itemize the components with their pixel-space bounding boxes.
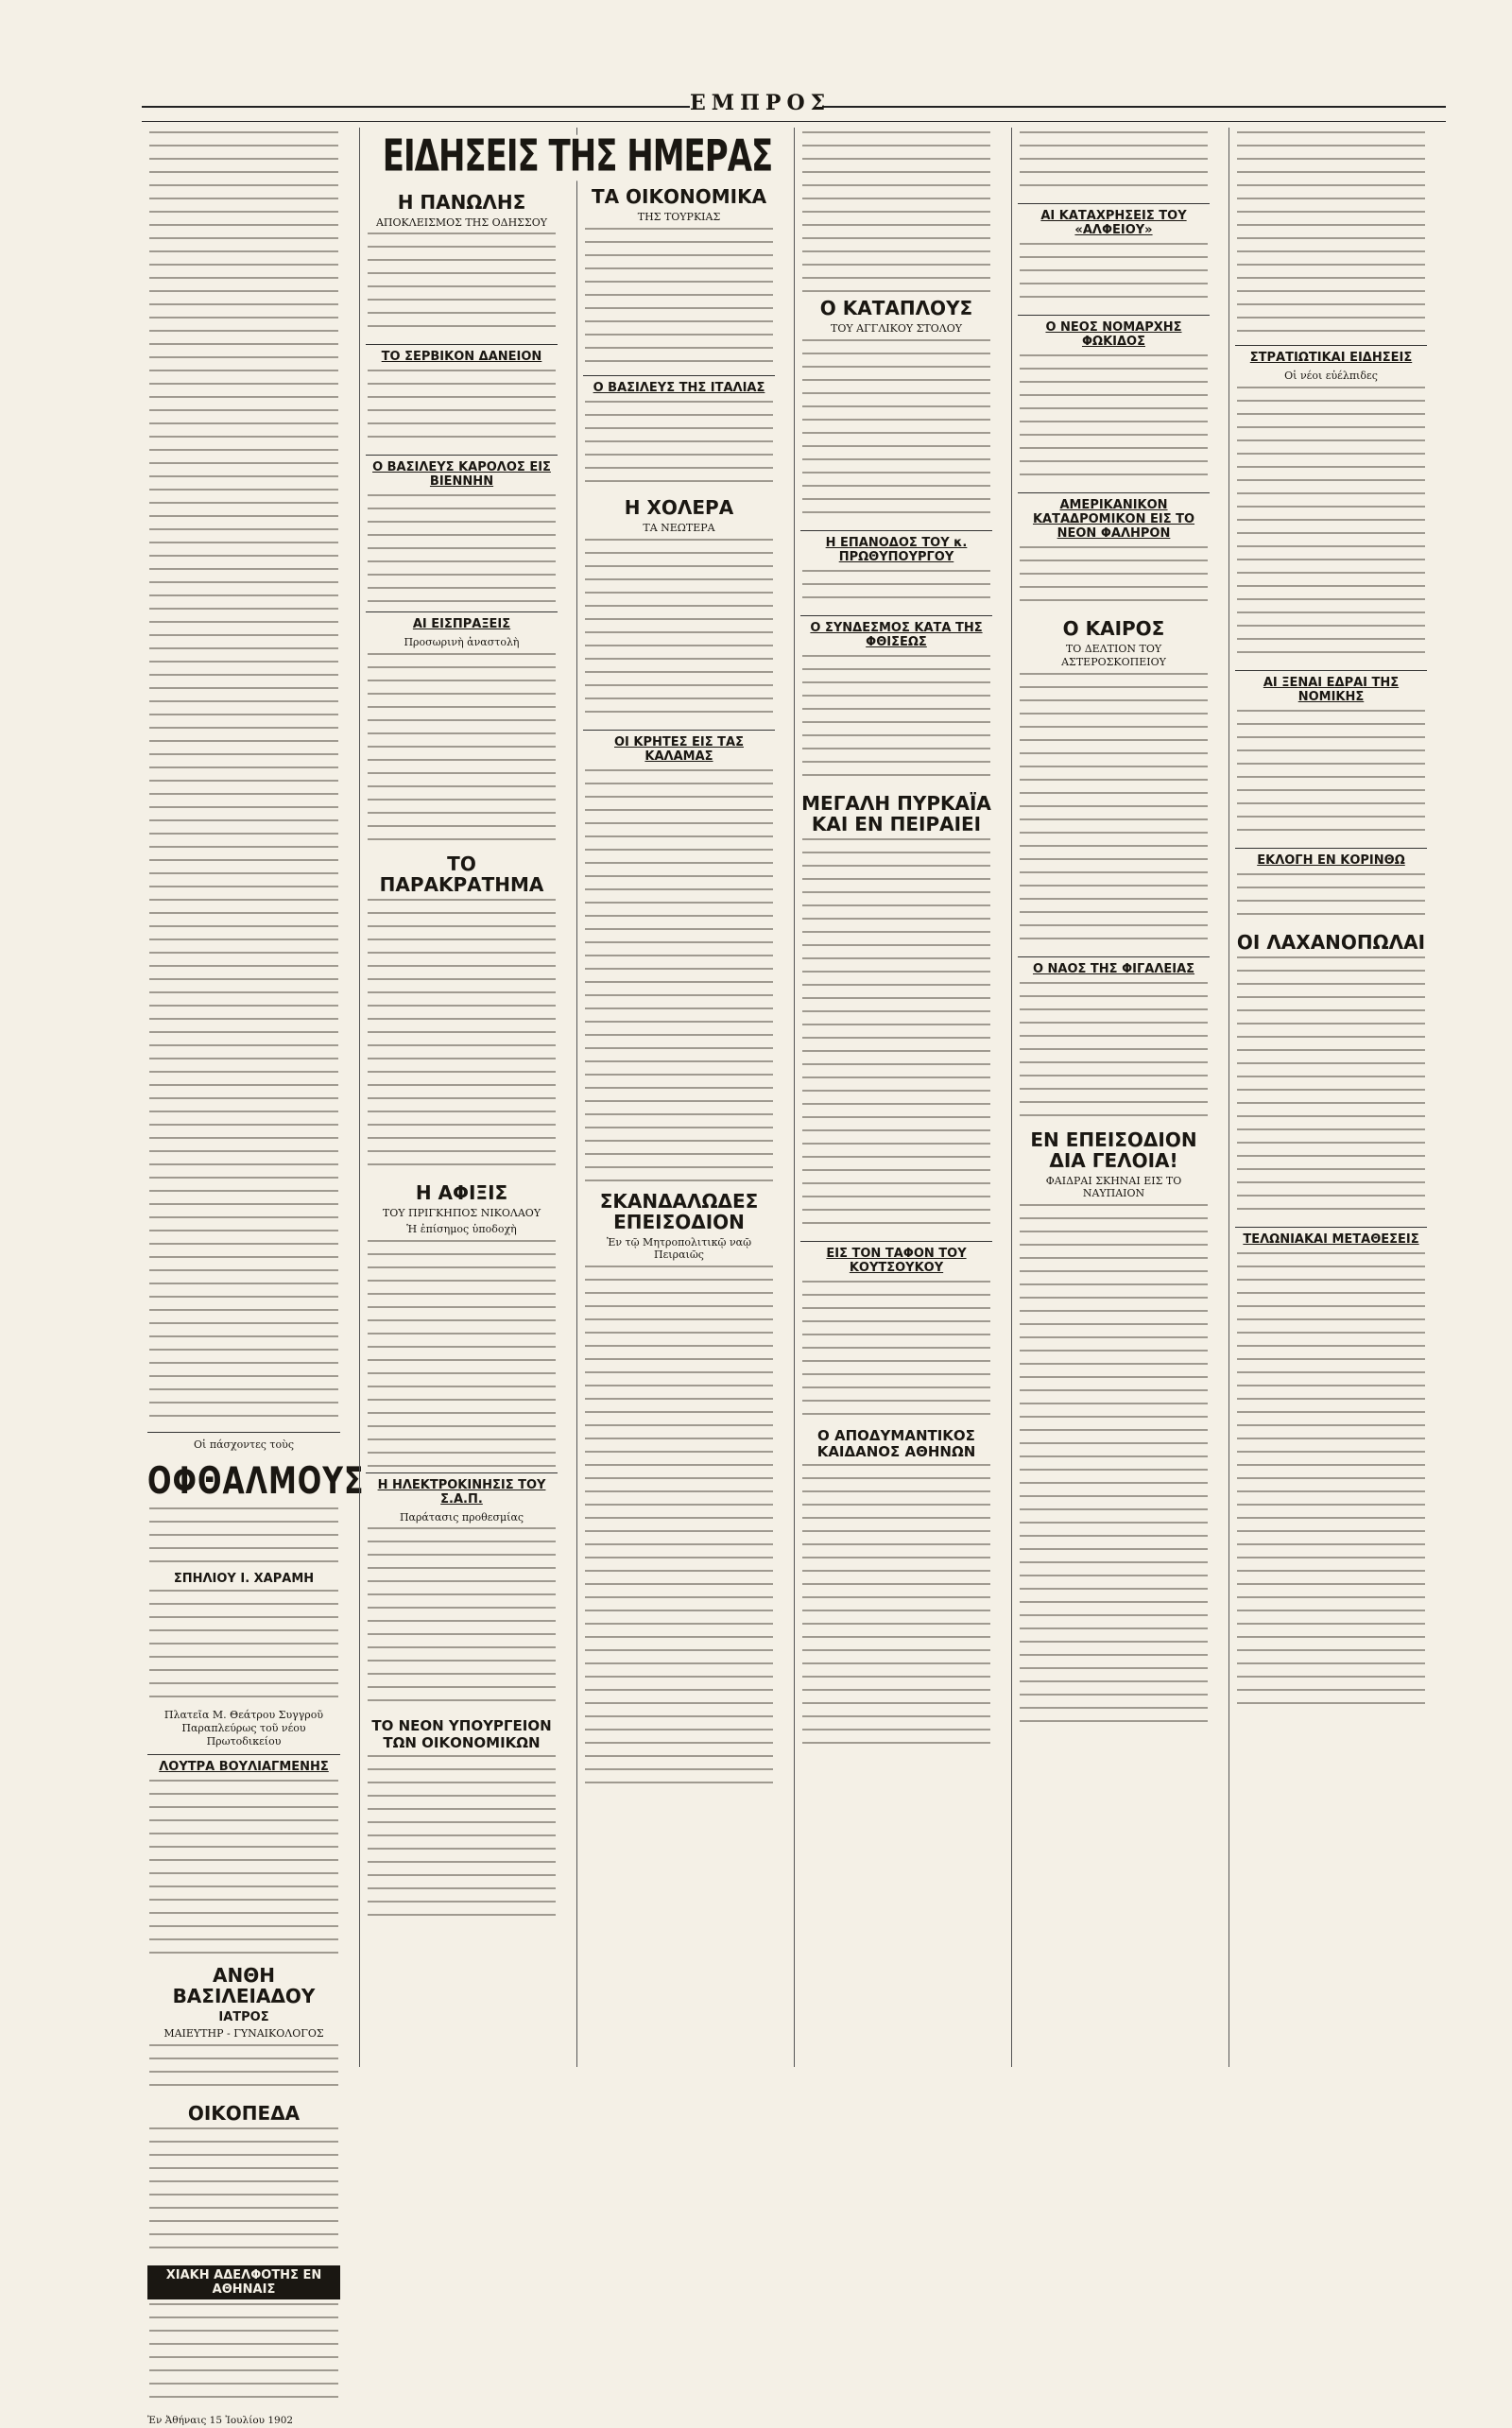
article-headline: ΟΙ ΚΡΗΤΕΣ ΕΙΣ ΤΑΣ ΚΑΛΑΜΑΣ xyxy=(583,730,775,766)
article-headline: ΕΚΛΟΓΗ ΕΝ ΚΟΡΙΝΘΩ xyxy=(1235,848,1427,870)
article-body-placeholder xyxy=(149,2127,338,2260)
article-body-placeholder xyxy=(368,653,556,848)
article-body-placeholder xyxy=(1020,673,1208,951)
article-body-placeholder xyxy=(368,1240,556,1467)
article-headline: Η ΗΛΕΚΤΡΟΚΙΝΗΣΙΣ ΤΟΥ Σ.Α.Π. xyxy=(366,1472,558,1508)
column-6 xyxy=(1228,128,1433,2067)
article-headline: ΧΙΑΚΗ ΑΔΕΛΦΟΤΗΣ ΕΝ ΑΘΗΝΑΙΣ xyxy=(147,2265,340,2299)
column-5 xyxy=(1011,128,1215,2067)
article-body-placeholder xyxy=(802,570,990,610)
article-body-placeholder xyxy=(368,494,556,606)
article-subheading: Οἱ νέοι εὐέλπιδες xyxy=(1284,370,1378,382)
article-headline: ΑΙ ΕΙΣΠΡΑΞΕΙΣ xyxy=(366,611,558,633)
article-body-placeholder xyxy=(1237,1252,1425,1715)
article-headline: Ο ΒΑΣΙΛΕΥΣ ΤΗΣ ΙΤΑΛΙΑΣ xyxy=(583,375,775,397)
article-headline: ΤΑ ΟΙΚΟΝΟΜΙΚΑ xyxy=(591,185,767,208)
article-subheading: Ἐν τῷ Μητροπολιτικῷ ναῷ Πειραιῶς xyxy=(606,1235,752,1262)
article-headline: Η ΑΦΙΞΙΣ xyxy=(415,1181,508,1205)
section-headline: ΕΙΔΗΣΕΙΣ ΤΗΣ ΗΜΕΡΑΣ xyxy=(366,135,789,181)
article-headline: Ο ΒΑΣΙΛΕΥΣ ΚΑΡΟΛΟΣ ΕΙΣ ΒΙΕΝΝΗΝ xyxy=(366,455,558,491)
column-3 xyxy=(576,128,781,2067)
article-subheading: ΑΠΟΚΛΕΙΣΜΟΣ ΤΗΣ ΟΔΗΣΣΟΥ xyxy=(375,215,548,229)
newspaper-columns xyxy=(142,128,1446,2426)
article-body-placeholder xyxy=(1237,873,1425,926)
article-body-placeholder xyxy=(368,899,556,1177)
article-subheading: Ἡ ἐπίσημος ὑποδοχὴ xyxy=(406,1222,517,1235)
article-subheading: ΤΗΣ ΤΟΥΡΚΙΑΣ xyxy=(637,211,721,223)
article-body-placeholder xyxy=(1020,982,1208,1124)
article-body-placeholder xyxy=(802,655,990,787)
masthead xyxy=(0,0,1512,128)
article-body-placeholder xyxy=(149,1507,338,1566)
article-text: Ἐν Ἀθήναις 15 Ἰουλίου 1902 xyxy=(147,2414,294,2426)
advertisement-headline: ΟΦΘΑΛΜΟΥΣ xyxy=(147,1459,365,1503)
article-subheading: ΤΟΥ ΠΡΙΓΚΗΠΟΣ ΝΙΚΟΛΑΟΥ xyxy=(382,1207,541,1220)
article-subheading: Προσωρινὴ ἀναστολὴ xyxy=(404,636,520,649)
article-headline: ΣΠΗΛΙΟΥ Ι. ΧΑΡΑΜΗ xyxy=(173,1571,315,1586)
article-headline: Ο ΑΠΟΔΥΜΑΝΤΙΚΟΣ ΚΑΙΔΑΝΟΣ ΑΘΗΝΩΝ xyxy=(816,1426,976,1460)
article-body-placeholder xyxy=(585,401,773,491)
article-headline: ΕΝ ΕΠΕΙΣΟΔΙΟΝ ΔΙΑ ΓΕΛΟΙΑ! xyxy=(1030,1128,1197,1172)
article-subheading: Οἱ πάσχοντες τοὺς xyxy=(194,1438,294,1451)
article-subheading: Πλατεῖα Μ. Θεάτρου Συγγροῦ Παραπλεύρως τοῦ νέου Πρωτοδικείου xyxy=(163,1709,324,1748)
article-headline: Ο ΚΑΤΑΠΛΟΥΣ xyxy=(819,297,973,319)
article-headline: Ο ΝΑΟΣ ΤΗΣ ΦΙΓΑΛΕΙΑΣ xyxy=(1018,956,1210,978)
article-headline: Η ΠΑΝΩΛΗΣ xyxy=(397,190,526,214)
article-subheading: ΜΑΙΕΥΤΗΡ - ΓΥΝΑΙΚΟΛΟΓΟΣ xyxy=(163,2027,324,2041)
article-body-placeholder xyxy=(149,1780,338,1959)
article-body-placeholder xyxy=(802,131,990,292)
article-body-placeholder xyxy=(149,131,338,1426)
article-headline: ΑΙ ΚΑΤΑΧΡΗΣΕΙΣ ΤΟΥ «ΑΛΦΕΙΟΥ» xyxy=(1018,203,1210,239)
article-subheading: ΦΑΙΔΡΑΙ ΣΚΗΝΑΙ ΕΙΣ ΤΟ ΝΑΥΠΑΙΟΝ xyxy=(1045,1174,1182,1200)
article-subheading: ΤΟΥ ΑΓΓΛΙΚΟΥ ΣΤΟΛΟΥ xyxy=(831,322,962,335)
article-headline: ΣΤΡΑΤΙΩΤΙΚΑΙ ΕΙΔΗΣΕΙΣ xyxy=(1235,345,1427,367)
article-headline: ΑΙ ΞΕΝΑΙ ΕΔΡΑΙ ΤΗΣ ΝΟΜΙΚΗΣ xyxy=(1235,670,1427,706)
article-headline: ΟΙΚΟΠΕΔΑ xyxy=(187,2101,301,2125)
article-headline: ΕΙΣ ΤΟΝ ΤΑΦΟΝ ΤΟΥ ΚΟΥΤΣΟΥΚΟΥ xyxy=(800,1241,992,1277)
article-headline: Ο ΚΑΙΡΟΣ xyxy=(1062,617,1165,640)
article-body-placeholder xyxy=(368,1527,556,1713)
article-headline: ΤΟ ΝΕΟΝ ΥΠΟΥΡΓΕΙΟΝ ΤΩΝ ΟΙΚΟΝΟΜΙΚΩΝ xyxy=(371,1717,552,1751)
article-headline: ΑΝΘΗ ΒΑΣΙΛΕΙΑΔΟΥ xyxy=(172,1963,316,2007)
column-1 xyxy=(142,128,365,2426)
article-headline: Ο ΣΥΝΔΕΣΜΟΣ ΚΑΤΑ ΤΗΣ ΦΘΙΣΕΩΣ xyxy=(800,615,992,651)
article-body-placeholder xyxy=(1020,354,1208,487)
column-4 xyxy=(794,128,998,2067)
article-body-placeholder xyxy=(1237,131,1425,339)
article-body-placeholder xyxy=(1237,710,1425,842)
article-body-placeholder xyxy=(585,769,773,1185)
article-body-placeholder xyxy=(1237,956,1425,1221)
article-headline: ΤΟ ΣΕΡΒΙΚΟΝ ΔΑΝΕΙΟΝ xyxy=(366,344,558,366)
article-headline: Η ΧΟΛΕΡΑ xyxy=(624,495,734,519)
article-body-placeholder xyxy=(368,232,556,338)
article-body-placeholder xyxy=(1237,387,1425,664)
article-body-placeholder xyxy=(585,1266,773,1795)
article-body-placeholder xyxy=(585,228,773,370)
article-headline: ΙΑΤΡΟΣ xyxy=(218,2009,269,2024)
article-body-placeholder xyxy=(149,2303,338,2409)
article-headline: ΤΟ ΠΑΡΑΚΡΑΤΗΜΑ xyxy=(379,852,544,897)
column-divider xyxy=(147,1432,340,1433)
article-body-placeholder xyxy=(585,539,773,724)
article-body-placeholder xyxy=(802,838,990,1235)
article-body-placeholder xyxy=(1020,1204,1208,1733)
article-subheading: Παράτασις προθεσμίας xyxy=(399,1510,524,1524)
article-body-placeholder xyxy=(368,370,556,449)
article-headline: ΑΜΕΡΙΚΑΝΙΚΟΝ ΚΑΤΑΔΡΟΜΙΚΟΝ ΕΙΣ ΤΟ ΝΕΟΝ ΦΑΛΗΡΟΝ xyxy=(1018,492,1210,542)
article-body-placeholder xyxy=(368,1755,556,1925)
article-body-placeholder xyxy=(149,1590,338,1703)
article-body-placeholder xyxy=(149,2044,338,2097)
article-headline: Η ΕΠΑΝΟΔΟΣ ΤΟΥ κ. ΠΡΩΘΥΠΟΥΡΓΟΥ xyxy=(800,530,992,566)
article-headline: ΤΕΛΩΝΙΑΚΑΙ ΜΕΤΑΘΕΣΕΙΣ xyxy=(1235,1227,1427,1248)
article-body-placeholder xyxy=(802,1281,990,1422)
article-headline: ΜΕΓΑΛΗ ΠΥΡΚΑΪΑ ΚΑΙ ΕΝ ΠΕΙΡΑΙΕΙ xyxy=(801,791,991,835)
article-headline: ΟΙ ΛΑΧΑΝΟΠΩΛΑΙ xyxy=(1236,930,1426,954)
article-headline: ΣΚΑΝΔΑΛΩΔΕΣ ΕΠΕΙΣΟΔΙΟΝ xyxy=(599,1189,759,1233)
article-body-placeholder xyxy=(1020,546,1208,612)
article-headline: Ο ΝΕΟΣ ΝΟΜΑΡΧΗΣ ΦΩΚΙΔΟΣ xyxy=(1018,315,1210,351)
article-subheading: ΤΟ ΔΕΛΤΙΟΝ ΤΟΥ ΑΣΤΕΡΟΣΚΟΠΕΙΟΥ xyxy=(1061,643,1166,668)
article-body-placeholder xyxy=(1020,131,1208,198)
article-subheading: ΤΑ ΝΕΩΤΕΡΑ xyxy=(643,521,715,534)
article-headline: ΛΟΥΤΡΑ ΒΟΥΛΙΑΓΜΕΝΗΣ xyxy=(147,1754,340,1776)
newspaper-title: ΕΜΠΡΟΣ xyxy=(690,91,832,115)
article-body-placeholder xyxy=(802,1464,990,1751)
article-body-placeholder xyxy=(1020,243,1208,309)
article-body-placeholder xyxy=(802,339,990,525)
masthead-rule xyxy=(142,121,1446,122)
